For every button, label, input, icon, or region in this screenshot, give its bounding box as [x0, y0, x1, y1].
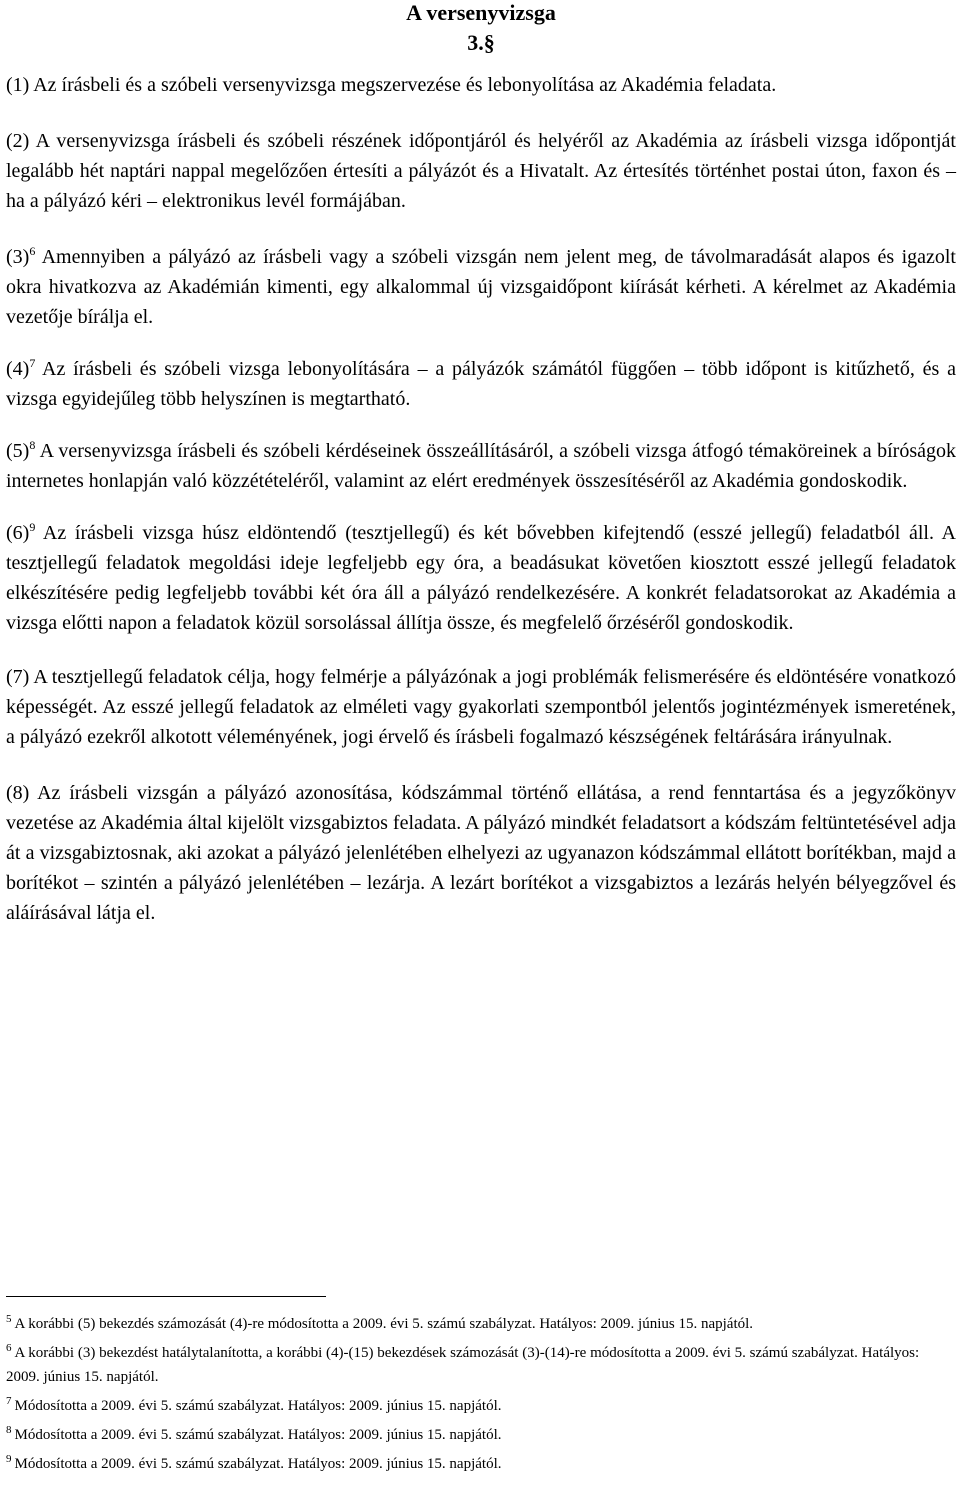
paragraph-text: A versenyvizsga írásbeli és szóbeli kérdéseinek összeállításáról, a szóbeli vizsga átfogó témaköreinek a bíróságok internetes honlapján való közzétételéről, valamint az elért eredmények összesítéséről az Akadémia gondoskodik. — [6, 440, 956, 492]
section-number: 3.§ — [467, 30, 495, 55]
paragraph-6 — [6, 518, 956, 638]
footnote-text: Módosította a 2009. évi 5. számú szabályzat. Hatályos: 2009. június 15. napjától. — [14, 1456, 502, 1472]
paragraph-number: (2) — [6, 130, 30, 152]
paragraph-text: A versenyvizsga írásbeli és szóbeli részének időpontjáról és helyéről az Akadémia az írásbeli vizsga időpontját legalább hét naptári nappal megelőzően értesíti a pályázót és a Hivatalt. Az értesítés történhet postai úton, faxon és – ha a pályázó kéri – elektronikus levél formájában. — [6, 130, 956, 212]
footnote-item — [6, 1447, 951, 1476]
paragraph-number: (6) — [6, 522, 30, 544]
footnotes-section — [6, 1296, 951, 1476]
footnote-number: 9 — [6, 1453, 12, 1465]
paragraph-number: (7) — [6, 666, 30, 688]
paragraph-5 — [6, 436, 956, 496]
paragraph-7 — [6, 662, 956, 752]
paragraph-2 — [6, 126, 956, 216]
footnote-number: 8 — [6, 1424, 12, 1436]
paragraph-text: Az írásbeli és szóbeli vizsga lebonyolítására – a pályázók számától függően – több időpont is kitűzhető, és a vizsga egyidejűleg több helyszínen is megtartható. — [6, 358, 956, 410]
paragraph-3 — [6, 242, 956, 332]
footnote-text: Módosította a 2009. évi 5. számú szabályzat. Hatályos: 2009. június 15. napjától. — [14, 1398, 502, 1414]
footnote-number: 5 — [6, 1313, 12, 1325]
footnote-separator — [6, 1296, 326, 1297]
paragraph-number: (3) — [6, 246, 30, 268]
footnote-number: 7 — [6, 1395, 12, 1407]
footnote-text: A korábbi (3) bekezdést hatálytalanította, a korábbi (4)-(15) bekezdések számozását (3)-(14)-re módosította a 2009. évi 5. számú szabályzat. Hatályos: 2009. június 15. napjától. — [6, 1345, 920, 1385]
footnote-number: 6 — [6, 1342, 12, 1354]
document-title: A versenyvizsga — [406, 0, 556, 25]
footnote-item — [6, 1389, 951, 1418]
paragraph-text: Amennyiben a pályázó az írásbeli vagy a szóbeli vizsgán nem jelent meg, de távolmaradását alapos és igazolt okra hivatkozva az Akadémián kimenti, egy alkalommal új vizsgaidőpont kiírását kérheti. A kérelmet az Akadémia vezetője bírálja el. — [6, 246, 956, 328]
paragraph-number: (8) — [6, 782, 30, 804]
paragraph-4 — [6, 354, 956, 414]
footnote-reference[interactable]: 7 — [29, 356, 36, 370]
paragraph-text: Az írásbeli vizsgán a pályázó azonosítása, kódszámmal történő ellátása, a rend fenntartása és a jegyzőkönyv vezetése az Akadémia által kijelölt vizsgabiztos feladata. A pályázó mindkét feladatsort a kódszám feltüntetésével adja át a vizsgabiztosnak, aki azokat a pályázó jelenlétében elhelyezi az ugyanazon kódszámmal ellátott borítékban, majd a borítékot – szintén a pályázó jelenlétében – lezárja. A lezárt borítékot a vizsgabiztos a lezárás helyén bélyegzővel és aláírásával látja el. — [6, 782, 956, 924]
paragraph-1 — [6, 70, 956, 100]
footnote-reference[interactable]: 8 — [29, 438, 36, 452]
footnote-text: Módosította a 2009. évi 5. számú szabályzat. Hatályos: 2009. június 15. napjától. — [14, 1427, 502, 1443]
paragraph-number: (4) — [6, 358, 30, 380]
footnote-text: A korábbi (5) bekezdés számozását (4)-re módosította a 2009. évi 5. számú szabályzat. Hatályos: 2009. június 15. napjától. — [14, 1316, 754, 1332]
footnote-item — [6, 1418, 951, 1447]
document-page — [6, 0, 956, 928]
paragraph-number: (5) — [6, 440, 30, 462]
paragraph-text: A tesztjellegű feladatok célja, hogy felmérje a pályázónak a jogi problémák felismerésére és eldöntésére vonatkozó képességét. Az esszé jellegű feladatok az elméleti vagy gyakorlati szempontból jelentős jogintézmények ismeretének, a pályázó ezekről alkotott véleményének, jogi érvelő és írásbeli fogalmazó készségének feltárására irányulnak. — [6, 666, 956, 748]
paragraph-text: Az írásbeli és a szóbeli versenyvizsga megszervezése és lebonyolítása az Akadémia feladata. — [33, 74, 777, 96]
paragraph-8 — [6, 778, 956, 928]
footnote-reference[interactable]: 6 — [29, 244, 36, 258]
footnote-item — [6, 1307, 951, 1336]
paragraph-text: Az írásbeli vizsga húsz eldöntendő (tesztjellegű) és két bővebben kifejtendő (esszé jellegű) feladatból áll. A tesztjellegű feladatok megoldási ideje legfeljebb egy óra, a beadásukat követően kiosztott esszé jellegű feladatok elkészítésére pedig legfeljebb további két óra áll a pályázó rendelkezésére. A konkrét feladatsorokat az Akadémia a vizsga előtti napon a feladatok közül sorsolással állítja össze, és megfelelő őrzéséről gondoskodik. — [6, 522, 956, 634]
footnote-item — [6, 1336, 951, 1389]
paragraph-number: (1) — [6, 74, 30, 96]
footnote-reference[interactable]: 9 — [29, 520, 36, 534]
